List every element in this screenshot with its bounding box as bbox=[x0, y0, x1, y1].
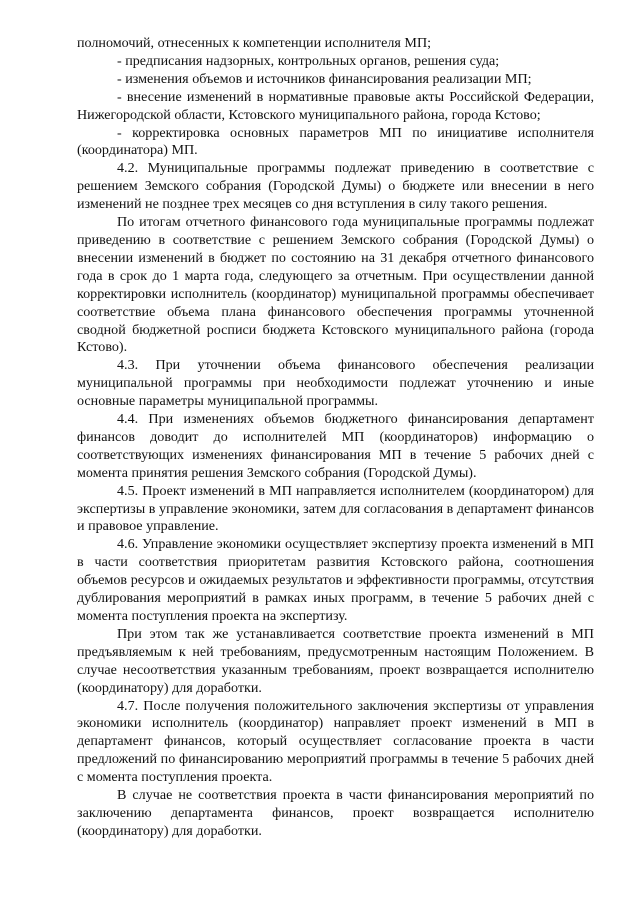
paragraph-continuation: полномочий, отнесенных к компетенции исполнителя МП; bbox=[77, 35, 432, 51]
paragraph-return-for-revision: В случае не соответствия проекта в части финансирования мероприятий по заключению департамента финансов, проект возвращается исполнителю (координатору) для доработки. bbox=[77, 787, 594, 839]
paragraph-compliance-check: При этом так же устанавливается соответствие проекта изменений в МП предъявляемым к ней требованиям, предусмотренным настоящим Положением. В случае несоответствия указанным требованиям, проект возвращается исполнителю (координатору) для доработки. bbox=[77, 625, 594, 696]
list-item-parameter-adjustment: - корректировка основных параметров МП по инициативе исполнителя (координатора) МП. bbox=[77, 124, 594, 159]
paragraph-4-5: 4.5. Проект изменений в МП направляется исполнителем (координатором) для экспертизы в управление экономики, затем для согласования в департамент финансов и правовое управление. bbox=[77, 482, 594, 535]
paragraph-4-2: 4.2. Муниципальные программы подлежат приведению в соответствие с решением Земского собрания (Городской Думы) о бюджете или внесении в него изменений не позднее трех месяцев со дня вступления в силу такого решения. bbox=[77, 160, 594, 213]
list-item-supervisory-orders: - предписания надзорных, контрольных органов, решения суда; bbox=[117, 52, 500, 69]
paragraph-4-6: 4.6. Управление экономики осуществляет экспертизу проекта изменений в МП в части соответствия приоритетам развития Кстовского района, соотношения объемов ресурсов и ожидаемых результатов и эффективности программы, отсутствия дублирования мероприятий в рамках иных программ, в течение 5 рабочих дней с момента поступления проекта на экспертизу. bbox=[77, 536, 594, 624]
paragraph-4-7: 4.7. После получения положительного заключения экспертизы от управления экономики исполнитель (координатор) направляет проект изменений в МП в департамент финансов, который осуществляет согласование проекта в части предложений по финансированию мероприятий программы в течение 5 рабочих дней с момента поступления проекта. bbox=[77, 697, 594, 786]
paragraph-4-4: 4.4. При изменениях объемов бюджетного финансирования департамент финансов доводит до исполнителей МП (координаторов) информацию о соответствующих изменениях финансирования МП в течение 5 рабочих дней с момента принятия решения Земского собрания (Городской Думы). bbox=[77, 411, 594, 481]
paragraph-4-3: 4.3. При уточнении объема финансового обеспечения реализации муниципальной программы при необходимости подлежат уточнению и иные основные параметры муниципальной программы. bbox=[77, 357, 594, 410]
paragraph-fiscal-year-results: По итогам отчетного финансового года муниципальные программы подлежат приведению в соответствие с решением Земского собрания (Городской Думы) о внесении изменений в бюджет по состоянию на 31 декабря отчетного финансового года в срок до 1 марта года, следующего за отчетным. При осуществлении данной корректировки исполнитель (координатор) муниципальной программы обеспечивает соответствие объема плана финансового обеспечения программы уточненной сводной бюджетной росписи бюджета Кстовского муниципального района (города Кстово). bbox=[77, 214, 594, 356]
list-item-funding-changes: - изменения объемов и источников финансирования реализации МП; bbox=[117, 70, 532, 87]
list-item-legal-amendments: - внесение изменений в нормативные правовые акты Российской Федерации, Нижегородской области, Кстовского муниципального района, города Кстово; bbox=[77, 88, 594, 123]
